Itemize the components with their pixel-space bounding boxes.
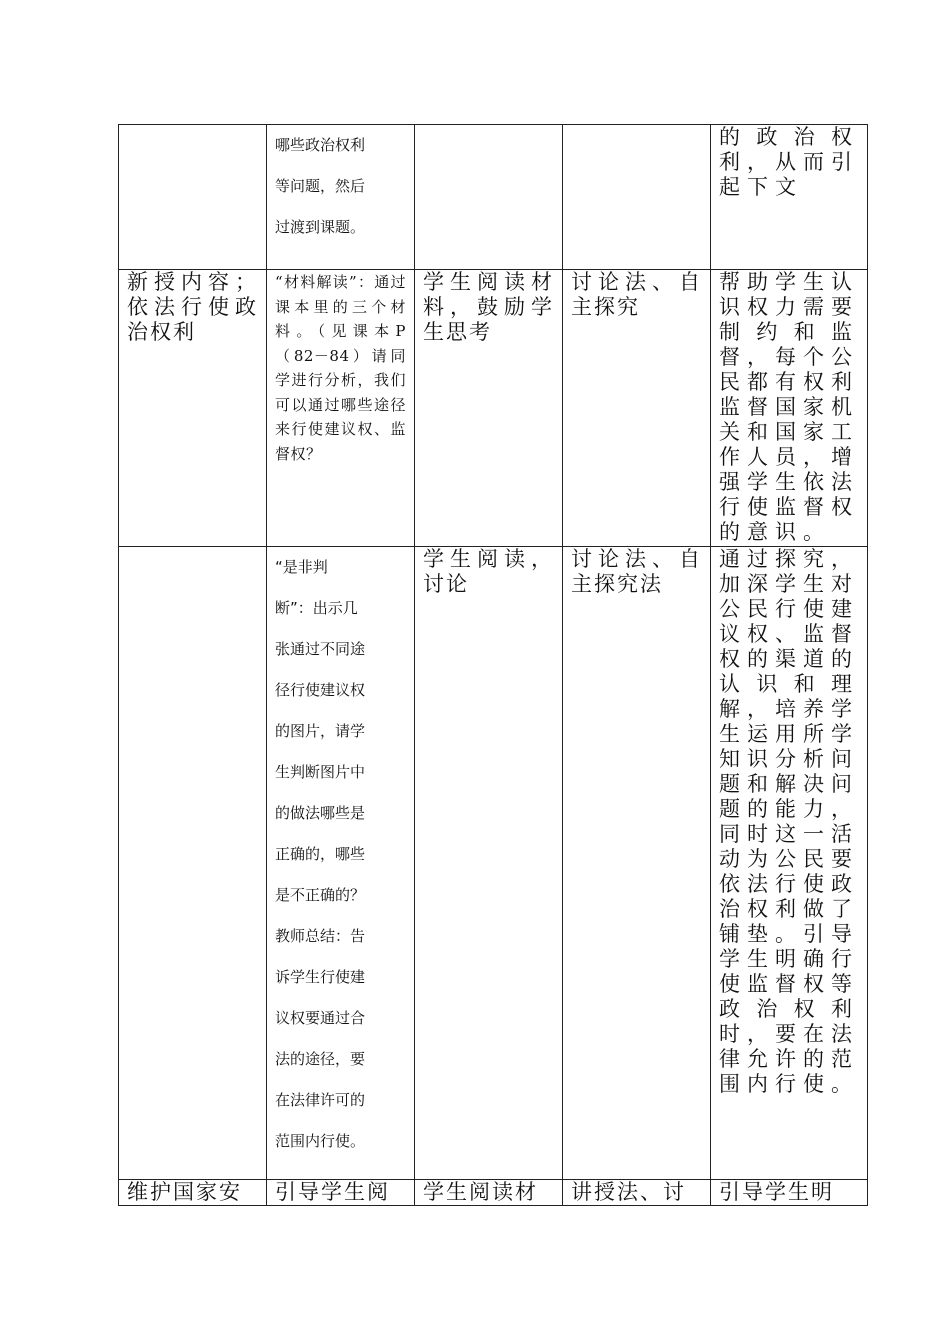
method-cell: 讲授法、讨 bbox=[563, 1180, 711, 1206]
lesson-plan-table bbox=[118, 124, 868, 1206]
stage-cell: 维护国家安 bbox=[119, 1180, 267, 1206]
student-activity-cell: 学生阅读材 bbox=[415, 1180, 563, 1206]
text-line: 张通过不同途 bbox=[275, 640, 366, 658]
text-line: 等问题，然后 bbox=[275, 177, 366, 195]
text-line: 是不正确的？ bbox=[275, 886, 366, 904]
teacher-activity-cell: “材料解读”：通过课本里的三个材料。（见课本P（82－84）请同学进行分析，我们可以通过哪些途径来行使建议权、监督权？ bbox=[267, 270, 415, 547]
text-line: 正确的，哪些 bbox=[275, 845, 366, 863]
table-row bbox=[119, 547, 868, 1180]
stage-cell bbox=[119, 125, 267, 270]
table-row bbox=[119, 270, 868, 547]
text-line: 在法律许可的 bbox=[275, 1091, 366, 1109]
design-intent-cell: 引导学生明 bbox=[711, 1180, 868, 1206]
stage-cell bbox=[119, 547, 267, 1180]
student-activity-cell: 学生阅读材料，鼓励学生思考 bbox=[415, 270, 563, 547]
text-line: 诉学生行使建 bbox=[275, 968, 366, 986]
teacher-activity-cell: 引导学生阅 bbox=[267, 1180, 415, 1206]
text-line: 哪些政治权利 bbox=[275, 136, 366, 154]
text-line: 法的途径，要 bbox=[275, 1050, 366, 1068]
text-line: 的图片，请学 bbox=[275, 722, 366, 740]
method-cell: 讨论法、自主探究法 bbox=[563, 547, 711, 1180]
text-line: 生判断图片中 bbox=[275, 763, 366, 781]
student-activity-cell bbox=[415, 125, 563, 270]
table-row bbox=[119, 125, 868, 270]
table-row bbox=[119, 1180, 868, 1206]
student-activity-cell: 学生阅读，讨论 bbox=[415, 547, 563, 1180]
design-intent-cell: 通过探究，加深学生对公民行使建议权、监督权的渠道的认识和理解，培养学生运用所学知识分析问题和解决问题的能力，同时这一活动为公民要依法行使政治权利做了铺垫。引导学生明确行使监督权等政治权利时，要在法律允许的范围内行使。 bbox=[711, 547, 868, 1180]
text-line: 的做法哪些是 bbox=[275, 804, 366, 822]
design-intent-cell: 帮助学生认识权力需要制约和监督，每个公民都有权利监督国家机关和国家工作人员，增强学生依法行使监督权的意识。 bbox=[711, 270, 868, 547]
text-line: 范围内行使。 bbox=[275, 1132, 366, 1150]
stage-cell: 新授内容；依法行使政治权利 bbox=[119, 270, 267, 547]
teacher-activity-cell bbox=[267, 125, 415, 270]
text-line: 径行使建议权 bbox=[275, 681, 366, 699]
text-line: 断”：出示几 bbox=[275, 599, 358, 617]
design-intent-cell: 的政治权利，从而引起下文 bbox=[711, 125, 868, 270]
text-line: 过渡到课题。 bbox=[275, 218, 366, 236]
text-line: 教师总结：告 bbox=[275, 927, 366, 945]
method-cell bbox=[563, 125, 711, 270]
method-cell: 讨论法、自主探究 bbox=[563, 270, 711, 547]
text-line: 议权要通过合 bbox=[275, 1009, 366, 1027]
text-line: “是非判 bbox=[275, 558, 328, 576]
teacher-activity-cell bbox=[267, 547, 415, 1180]
